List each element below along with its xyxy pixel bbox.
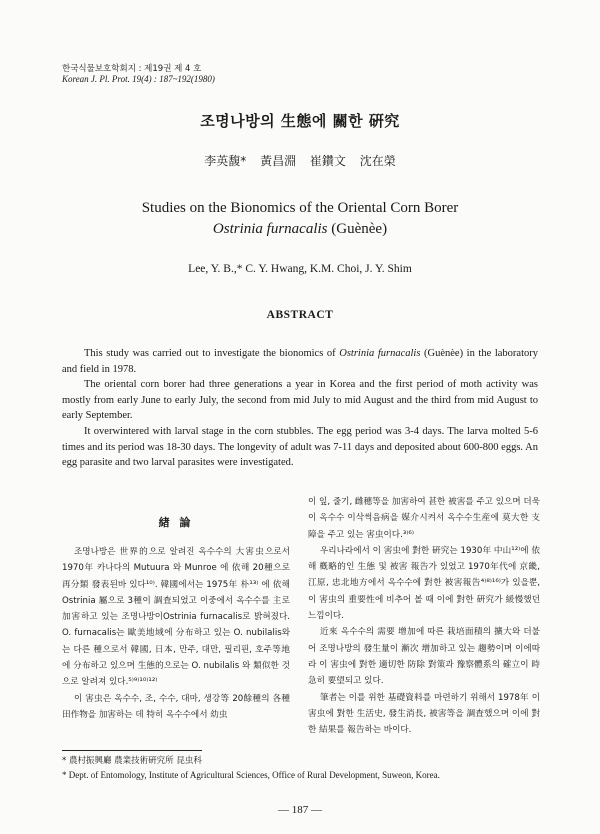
left-paragraph-2: 이 害虫은 옥수수, 조, 수수, 대마, 생강等 20餘種의 各種 田作物을 加害하는 데 特히 옥수수에서 幼虫 bbox=[62, 693, 290, 720]
species-author: (Guènèe) bbox=[327, 221, 388, 237]
right-paragraph-4: 筆者는 이를 위한 基礎資料를 마련하기 위해서 1978年 이 害虫에 對한 生活史, 發生消長, 被害等을 調査했으며 이에 對한 結果를 報告하는 바이다. bbox=[308, 692, 540, 736]
title-english-line2 bbox=[0, 221, 600, 238]
page-number: — 187 — bbox=[278, 804, 322, 816]
abstract-p1-text-end: (Guènèe) in the laboratory and field in 1978. bbox=[62, 348, 538, 375]
left-paragraph-1: 조명나방은 世界的으로 알려진 옥수수의 大害虫으로서 1970年 카나다의 Mutuura 와 Munroe 에 依해 20種으로 再分類 發表된바 있다¹⁰⁾. 韓國에서는 1975年 朴¹³⁾ 에 依해 Ostrinia 屬으로 3種이 調査되었고 이중에서 옥수수를 主로 加害하고 있는 조명나방이Ostrinia furnacalis로 밝혀졌다. O. furnacalis는 歐美地域에 分布하고 있는 O. nubilalis와는 다른 種으로서 韓國, 日本, 만주, 대만, 필리핀, 호주等地에 分布하고 있으며 生態的으로는 O. nubilalis 와 類似한 것으로 알려져 있다.⁵⁾⁹⁾¹⁰⁾¹²⁾ bbox=[62, 547, 290, 688]
species-name: Ostrinia furnacalis bbox=[212, 221, 328, 237]
right-paragraph-2: 우리나라에서 이 害虫에 對한 硏究는 1930年 中山¹²⁾에 依해 槪略的인 生態 및 被害 報告가 있었고 1970年代에 京畿, 江原, 忠北地方에서 옥수수에 對한 被害報告⁴⁾⁸⁾¹⁶⁾가 있을뿐, 이 害虫의 重要性에 비추어 볼 때 이에 對한 硏究가 緩慢했던 느낌이다. bbox=[308, 545, 540, 622]
title-english-line1: Studies on the Bionomics of the Oriental Corn Borer bbox=[141, 200, 459, 216]
right-paragraph-3: 近來 옥수수의 需要 增加에 따른 栽培面積의 擴大와 더불어 조명나방의 發生量이 漸次 增加하고 있는 趨勢이며 이에따라 이 害虫에 對한 適切한 防除 對策과 豫察體系의 確立이 時急히 要望되고 있다. bbox=[308, 627, 540, 687]
abstract-p1-text: This study was carried out to investigate the bionomics of bbox=[84, 348, 340, 359]
right-column bbox=[308, 494, 540, 738]
footnote-rule bbox=[62, 750, 202, 751]
journal-header bbox=[62, 64, 215, 84]
abstract-paragraph-1 bbox=[62, 346, 538, 377]
abstract-body bbox=[62, 346, 538, 471]
journal-line-english: Korean J. Pl. Prot. 19(4) : 187~192(1980) bbox=[62, 74, 215, 84]
right-paragraph-1: 이 잎, 줄기, 雌穗等을 加害하여 甚한 被害를 주고 있으며 더욱이 옥수수 이삭썩음病을 媒介시켜서 옥수수生産에 莫大한 支障을 주고 있는 害虫이다.³⁾⁶⁾ bbox=[308, 497, 540, 540]
footnote-korean: * 農村振興廳 農業技術硏究所 昆虫科 bbox=[62, 756, 202, 766]
authors-english: Lee, Y. B.,* C. Y. Hwang, K.M. Choi, J. Y. Shim bbox=[188, 263, 412, 275]
abstract-paragraph-2: The oriental corn borer had three generations a year in Korea and the first period of moth activity was mostly from early June to early July, the second from mid July to mid August and the third from mid August to early September. bbox=[62, 379, 538, 422]
journal-line-korean: 한국식물보호학회지 : 제19권 제 4 호 bbox=[62, 64, 202, 74]
footnote-english: * Dept. of Entomology, Institute of Agricultural Sciences, Office of Rural Development, Suweon, Korea. bbox=[62, 770, 440, 780]
abstract-heading: ABSTRACT bbox=[266, 309, 334, 321]
section-heading-introduction: 緖 論 bbox=[158, 516, 194, 529]
left-column bbox=[62, 544, 290, 723]
authors-korean: 李英馥* 黃昌淵 崔鑽文 沈在榮 bbox=[204, 154, 396, 168]
abstract-paragraph-3: It overwintered with larval stage in the corn stubbles. The egg period was 3-4 days. The larva molted 5-6 times and its period was 18-30 days. The longevity of adult was 7-11 days and deposited about 600-800 eggs. An egg parasite and two larval parasites were investigated. bbox=[62, 425, 538, 469]
title-korean: 조명나방의 生態에 關한 硏究 bbox=[200, 112, 400, 130]
abstract-p1-species: Ostrinia furnacalis bbox=[339, 348, 421, 359]
